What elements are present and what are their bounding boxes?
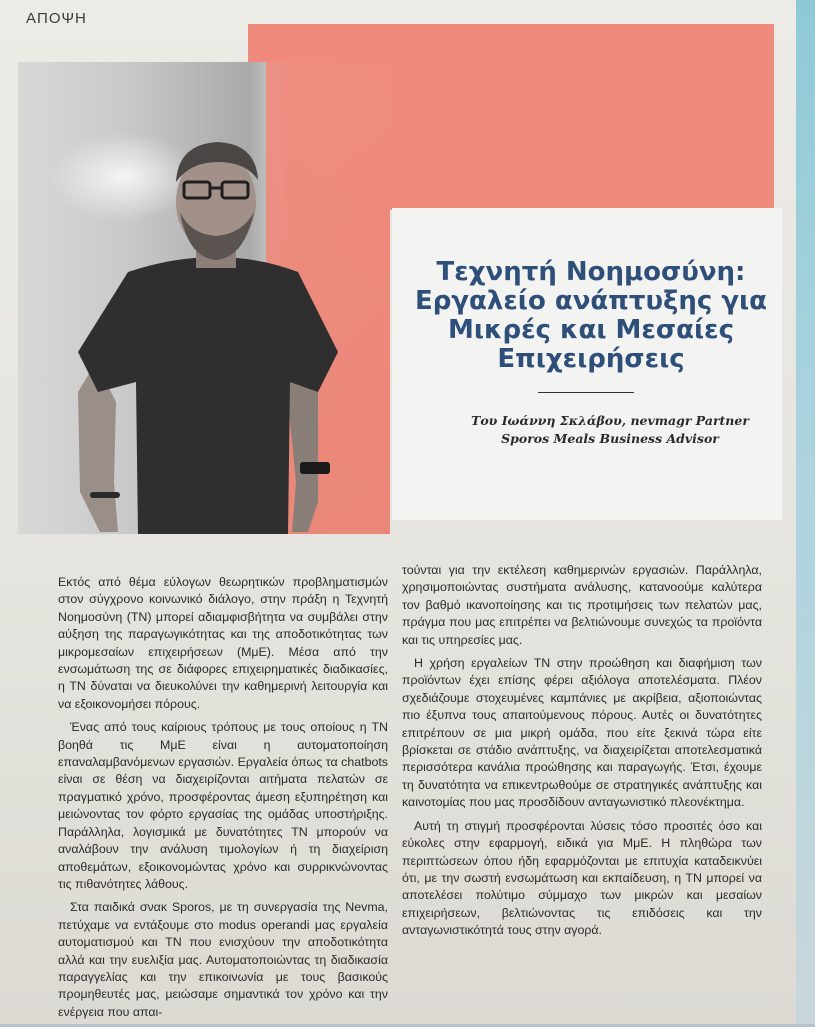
article-title: Τεχνητή Νοημοσύνη: Εργαλείο ανάπτυξης για Μικρές και Μεσαίες Επιχειρήσεις [414, 257, 768, 374]
paragraph: Στα παιδικά σνακ Sporos, με τη συνεργασία της Nevma, πετύχαμε να εντάξουμε στο modus operandi μας εργαλεία αυτοματισμού και ΤΝ που ενισχύουν την αποδοτικότητα αλλά και την ευελιξία μας. Αυτοματοποιώντας τη διαδικασία παραγγελίας και την επικοινωνία με τους βασικούς προμηθευτές μας, μειώσαμε σημαντικά τον χρόνο και την ενέργεια που απαι- [58, 900, 388, 1019]
paragraph: Αυτή τη στιγμή προσφέρονται λύσεις τόσο προσιτές όσο και εύκολες στην εφαρμογή, ειδικά για ΜμΕ. Η πληθώρα των περιπτώσεων όπου ήδη εφαρμόζονται με επιτυχία καταδεικνύει ότι, με την σωστή ενσωμάτωση και εκπαίδευση, η ΤΝ μπορεί να αποτελέσει πολύτιμο σύμμαχο των μικρών και μεσαίων επιχειρήσεων, βελτιώνοντας τις επιδόσεις και την ανταγωνιστικότητά τους στην αγορά. [402, 818, 762, 938]
person-figure [18, 62, 390, 534]
author-photo [18, 62, 390, 534]
article-column-right [402, 562, 762, 946]
paragraph: Εκτός από θέμα εύλογων θεωρητικών προβληματισμών στον σύγχρονο κοινωνικό διάλογο, στην πράξη η Τεχνητή Νοημοσύνη (ΤΝ) μπορεί αδιαμφισβήτητα να συμβάλει στην αύξηση της παραγωγικότητας και της αποδοτικότητας των μικρομεσαίων επιχειρήσεων (ΜμΕ). Μέσα από την ενσωμάτωση της σε διάφορες επιχειρηματικές διαδικασίες, η ΤΝ δύναται να διευκολύνει την καθημερινή λειτουργία και να εξοικονομήσει πόρους. [58, 575, 388, 711]
title-divider [538, 392, 634, 393]
byline [450, 412, 770, 448]
paragraph: Η χρήση εργαλείων ΤΝ στην προώθηση και διαφήμιση των προϊόντων έχει επίσης φέρει αξιόλογα αποτελέσματα. Πλέον σχεδιάζουμε στοχευμένες καμπάνιες με ακρίβεια, αξιοποιώντας πιο έξυπνα τους απαιτούμενους πόρους. Αυτές οι δυνατότητες επιτρέπουν σε μια μικρή ομάδα, που είτε ξεκινά τώρα είτε βρίσκεται σε στάδιο ανάπτυξης, να διαχειρίζεται αποτελεσματικά περισσότερα κανάλια προώθησης και παραγωγής. Έτσι, έχουμε τη δυνατότητα να επικεντρωθούμε σε στρατηγικές ανάπτυξης και καινοτομίας που μας προσδίδουν ανταγωνιστικό πλεονέκτημα. [402, 656, 762, 810]
coral-block [390, 24, 774, 210]
coral-block-small [248, 24, 392, 62]
byline-role: Sporos Meals Business Advisor [501, 431, 719, 446]
article-column-left [58, 574, 388, 1027]
paragraph: Ένας από τους καίριους τρόπους με τους οποίους η ΤΝ βοηθά τις ΜμΕ είναι η αυτοματοποίηση επαναλαμβανόμενων εργασιών. Εργαλεία όπως τα chatbots είναι σε θέση να διαχειρίζονται αιτήματα πελατών σε πραγματικό χρόνο, προσφέροντας άμεση εξυπηρέτηση και μειώνοντας τον φόρτο εργασίας της ομάδας υποστήριξης. Παράλληλα, λογισμικά με δυνατότητες ΤΝ μπορούν να αναλάβουν την ανάλυση τιμολογίων ή τη διαχείριση αποθεμάτων, εξοικονομώντας χρόνο και συρρικνώνοντας τις πιθανότητες λάθους. [58, 720, 388, 891]
paragraph: τούνται για την εκτέλεση καθημερινών εργασιών. Παράλληλα, χρησιμοποιώντας συστήματα ανάλυσης, κατανοούμε καλύτερα τον βαθμό ικανοποίησης και τις προτιμήσεις των πελατών μας, πράγμα που μας επιτρέπει να βελτιώνουμε συνεχώς τα προϊόντα και τις υπηρεσίες μας. [402, 563, 762, 647]
byline-author: Του Ιωάννη Σκλάβου, nevmagr Partner [471, 413, 749, 428]
section-label: ΑΠΟΨΗ [26, 10, 87, 27]
